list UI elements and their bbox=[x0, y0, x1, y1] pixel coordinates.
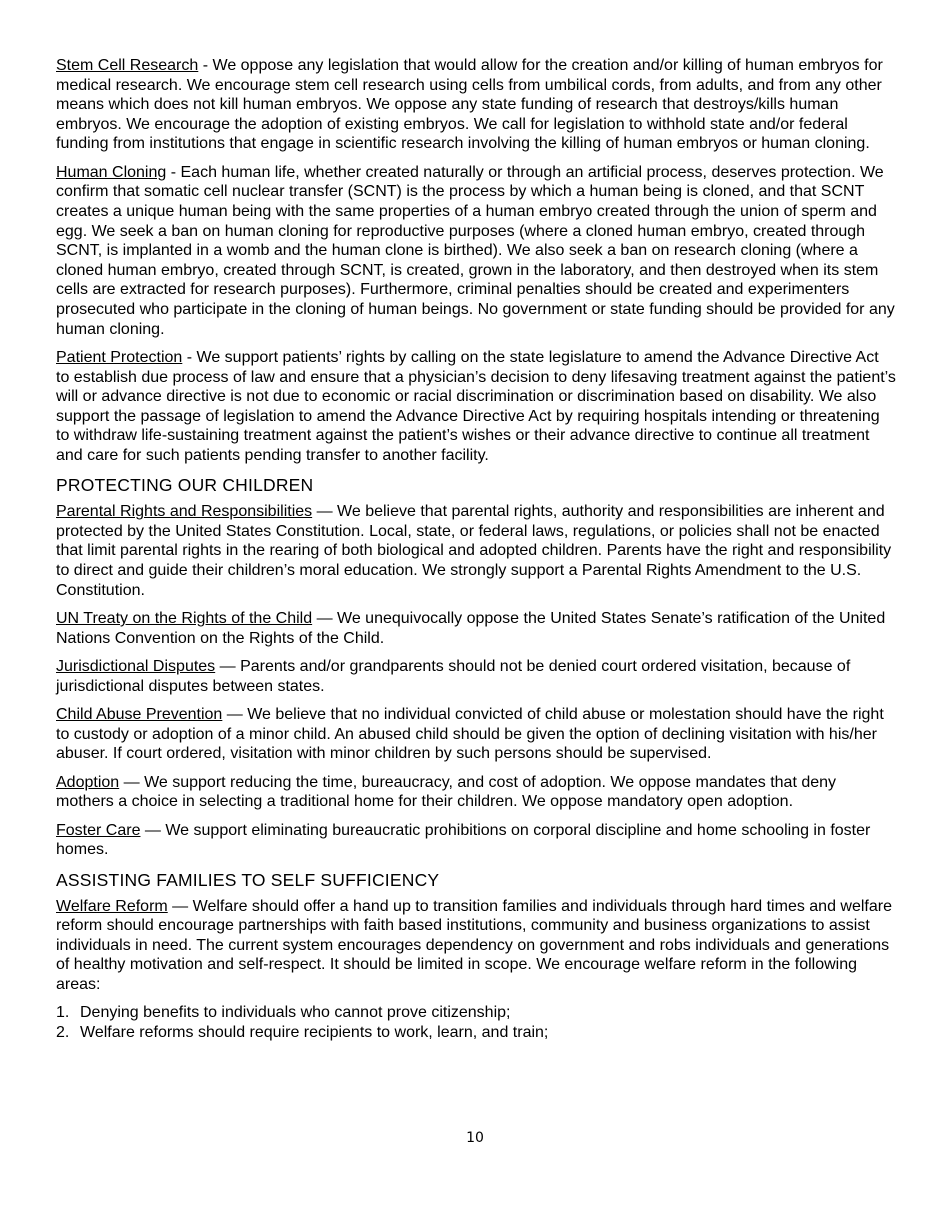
paragraph-text: - We support patients’ rights by calling on the state legislature to amend the Advance Directive Act to establish due process of law and ensure that a physician’s decision to deny lifesaving treatment against the patient’s will or advance directive is not due to economic or racial discrimination or discrimination based on disability. We also support the passage of legislation to amend the Advance Directive Act by requiring hospitals intending or threatening to withdraw life-sustaining treatment against the patient’s wishes or their advance directive to continue all treatment and care for such patients pending transfer to another facility. bbox=[56, 348, 896, 464]
list-item bbox=[56, 1023, 896, 1043]
welfare-reform-list bbox=[56, 1003, 896, 1042]
heading-protecting-our-children: PROTECTING OUR CHILDREN bbox=[56, 475, 314, 496]
paragraph-text: — We support eliminating bureaucratic prohibitions on corporal discipline and home schooling in foster homes. bbox=[56, 821, 871, 859]
paragraph-text: — We believe that no individual convicted of child abuse or molestation should have the right to custody or adoption of a minor child. An abused child should be given the option of declining visitation with his/her abuser. If court ordered, visitation with minor children by such persons should be supervised. bbox=[56, 706, 884, 763]
term-stem-cell-research: Stem Cell Research bbox=[56, 57, 199, 74]
paragraph-stem-cell-research bbox=[56, 56, 896, 154]
paragraph-patient-protection bbox=[56, 348, 896, 466]
term-adoption: Adoption bbox=[56, 773, 120, 791]
paragraph-text: - Each human life, whether created naturally or through an artificial process, deserves protection. We confirm that somatic cell nuclear transfer (SCNT) is the process by which a human being is cloned, and that SCNT creates a unique human being with the same properties of a human embryo created through the union of sperm and egg. We seek a ban on human cloning for reproductive purposes (where a cloned human embryo, created through SCNT, is implanted in a womb and the human clone is birthed). We also seek a ban on research cloning (where a cloned human embryo, created through SCNT, is created, grown in the laboratory, and then destroyed when its stem cells are extracted for research purposes). Furthermore, criminal penalties should be created and experimenters prosecuted who participate in the cloning of human beings. No government or state funding should be provided for any human cloning. bbox=[56, 163, 895, 338]
paragraph-foster-care bbox=[56, 821, 896, 860]
term-parental-rights: Parental Rights and Responsibilities bbox=[56, 503, 313, 521]
paragraph-child-abuse-prevention bbox=[56, 705, 896, 764]
list-item-text: Denying benefits to individuals who cannot prove citizenship; bbox=[80, 1004, 511, 1022]
term-foster-care: Foster Care bbox=[56, 821, 141, 839]
paragraph-text: - We oppose any legislation that would allow for the creation and/or killing of human embryos for medical research. We encourage stem cell research using cells from umbilical cords, from adults, and from any other means which does not kill human embryos. We oppose any state funding of research that destroys/kills human embryos. We encourage the adoption of existing embryos. We call for legislation to withhold state and/or federal funding from institutions that engage in scientific research involving the killing of human embryos or human cloning. bbox=[56, 57, 883, 153]
paragraph-text: — We believe that parental rights, authority and responsibilities are inherent and protected by the United States Constitution. Local, state, or federal laws, regulations, or policies shall not be enacted that limit parental rights in the rearing of both biological and adopted children. Parents have the right and responsibility to direct and guide their children’s moral education. We strongly support a Parental Rights Amendment to the U.S. Constitution. bbox=[56, 503, 892, 599]
list-item-number: 2. bbox=[56, 1023, 70, 1041]
paragraph-adoption bbox=[56, 773, 896, 812]
paragraph-human-cloning bbox=[56, 163, 896, 339]
list-item bbox=[56, 1003, 896, 1023]
term-human-cloning: Human Cloning bbox=[56, 163, 167, 181]
term-jurisdictional-disputes: Jurisdictional Disputes bbox=[56, 658, 216, 676]
paragraph-un-treaty bbox=[56, 609, 896, 648]
list-item-number: 1. bbox=[56, 1004, 70, 1022]
paragraph-text: — We unequivocally oppose the United States Senate’s ratification of the United Nations Convention on the Rights of the Child. bbox=[56, 610, 886, 647]
paragraph-text: — Parents and/or grandparents should not be denied court ordered visitation, because of jurisdictional disputes between states. bbox=[56, 658, 851, 695]
list-item-text: Welfare reforms should require recipients to work, learn, and train; bbox=[80, 1023, 549, 1041]
paragraph-parental-rights bbox=[56, 502, 896, 600]
document-page bbox=[56, 56, 896, 1043]
paragraph-jurisdictional-disputes bbox=[56, 657, 896, 696]
paragraph-welfare-reform bbox=[56, 897, 896, 995]
page-number: 10 bbox=[466, 1130, 484, 1146]
paragraph-text: — Welfare should offer a hand up to transition families and individuals through hard times and welfare reform should encourage partnerships with faith based institutions, community and business organizations to assist individuals in need. The current system encourages dependency on government and robs individuals and generations of healthy motivation and self-respect. It should be limited in scope. We encourage welfare reform in the following areas: bbox=[56, 897, 892, 993]
term-patient-protection: Patient Protection bbox=[56, 348, 183, 366]
term-un-treaty: UN Treaty on the Rights of the Child bbox=[56, 610, 313, 628]
term-welfare-reform: Welfare Reform bbox=[56, 897, 168, 915]
paragraph-text: — We support reducing the time, bureaucracy, and cost of adoption. We oppose mandates that deny mothers a choice in selecting a traditional home for their children. We oppose mandatory open adoption. bbox=[56, 773, 837, 811]
heading-assisting-families: ASSISTING FAMILIES TO SELF SUFFICIENCY bbox=[56, 869, 440, 890]
term-child-abuse-prevention: Child Abuse Prevention bbox=[56, 706, 223, 723]
